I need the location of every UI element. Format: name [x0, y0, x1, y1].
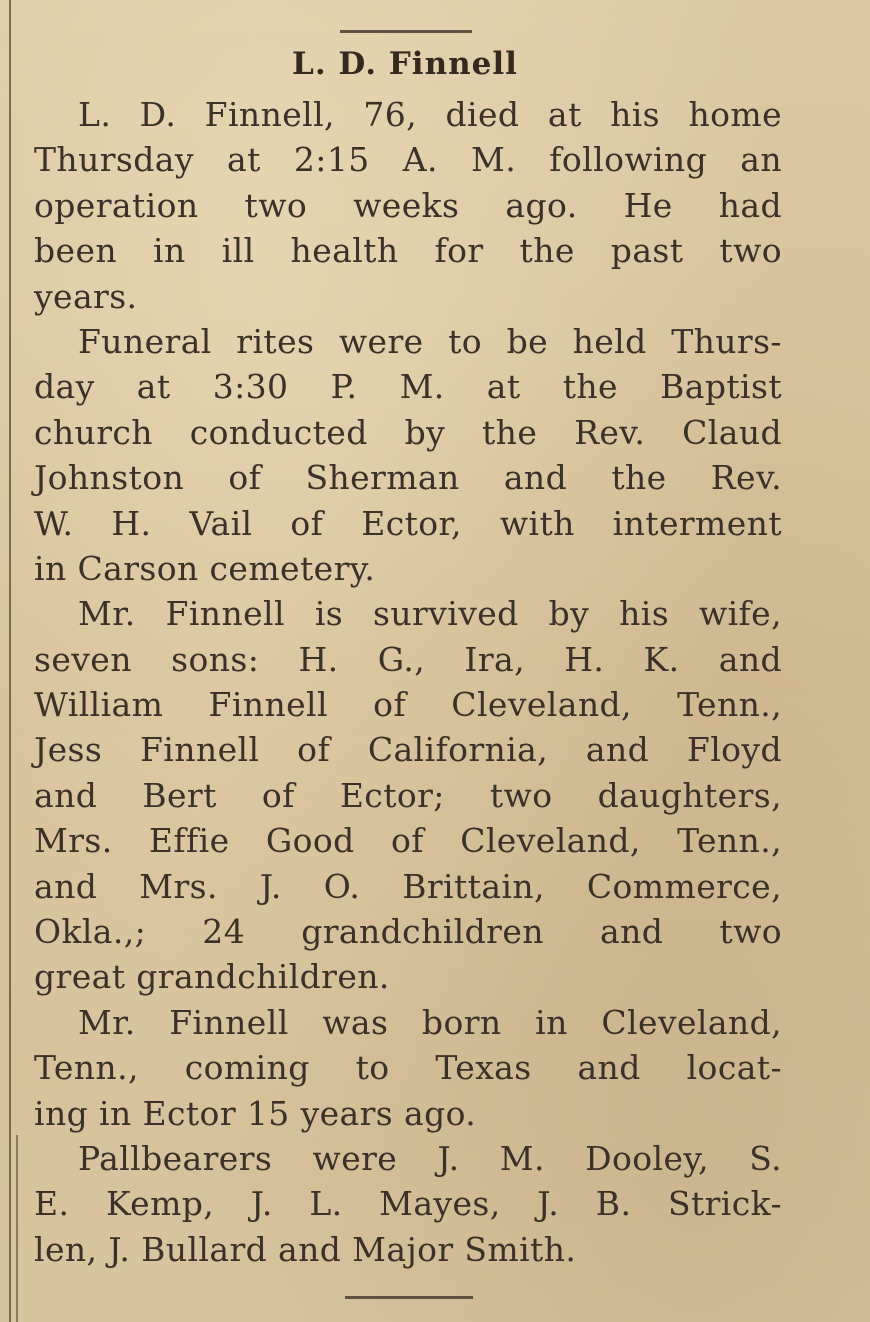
- text-line: Tenn., coming to Texas and locat-: [34, 1048, 782, 1088]
- paragraph-death-notice: [34, 92, 782, 319]
- text-line: Mr. Finnell is survived by his wife,: [78, 594, 782, 634]
- text-line: L. D. Finnell, 76, died at his home: [78, 95, 782, 134]
- text-line: Johnston of Sherman and the Rev.: [34, 458, 782, 498]
- text-line: seven sons: H. G., Ira, H. K. and: [34, 639, 782, 679]
- text-line: Thursday at 2:15 A. M. following an: [34, 140, 782, 180]
- text-line: Funeral rites were to be held Thurs-: [78, 321, 782, 361]
- text-line: Jess Finnell of California, and Floyd: [34, 730, 782, 770]
- text-line: and Bert of Ector; two daughters,: [34, 775, 782, 815]
- text-line: and Mrs. J. O. Brittain, Commerce,: [34, 866, 782, 906]
- paragraph-pallbearers: [34, 1136, 782, 1272]
- text-line: years.: [34, 276, 138, 316]
- text-line: Mr. Finnell was born in Cleveland,: [78, 1002, 782, 1042]
- obituary-body: [34, 92, 782, 1272]
- column-rule-left-lower: [16, 1135, 18, 1322]
- text-line: great grandchildren.: [34, 957, 390, 997]
- text-line: in Carson cemetery.: [34, 548, 376, 588]
- text-line: William Finnell of Cleveland, Tenn.,: [34, 685, 782, 725]
- text-line: Okla.,; 24 grandchildren and two: [34, 912, 782, 952]
- text-line: operation two weeks ago. He had: [34, 185, 782, 225]
- separator-rule-top: [340, 30, 472, 33]
- text-line: W. H. Vail of Ector, with interment: [34, 503, 782, 543]
- paragraph-survivors: [34, 591, 782, 1000]
- text-line: E. Kemp, J. L. Mayes, J. B. Strick-: [34, 1184, 782, 1224]
- paragraph-funeral: [34, 319, 782, 591]
- separator-rule-bottom: [345, 1296, 473, 1299]
- text-line: ing in Ector 15 years ago.: [34, 1093, 477, 1133]
- text-line: church conducted by the Rev. Claud: [34, 412, 782, 452]
- text-line: been in ill health for the past two: [34, 231, 782, 271]
- text-line: Pallbearers were J. M. Dooley, S.: [78, 1138, 782, 1178]
- paragraph-biography: [34, 1000, 782, 1136]
- text-line: Mrs. Effie Good of Cleveland, Tenn.,: [34, 821, 782, 861]
- obituary-headline: L. D. Finnell: [292, 46, 518, 82]
- text-line: day at 3:30 P. M. at the Baptist: [34, 367, 782, 407]
- text-line: len, J. Bullard and Major Smith.: [34, 1229, 577, 1269]
- column-rule-left: [9, 0, 11, 1322]
